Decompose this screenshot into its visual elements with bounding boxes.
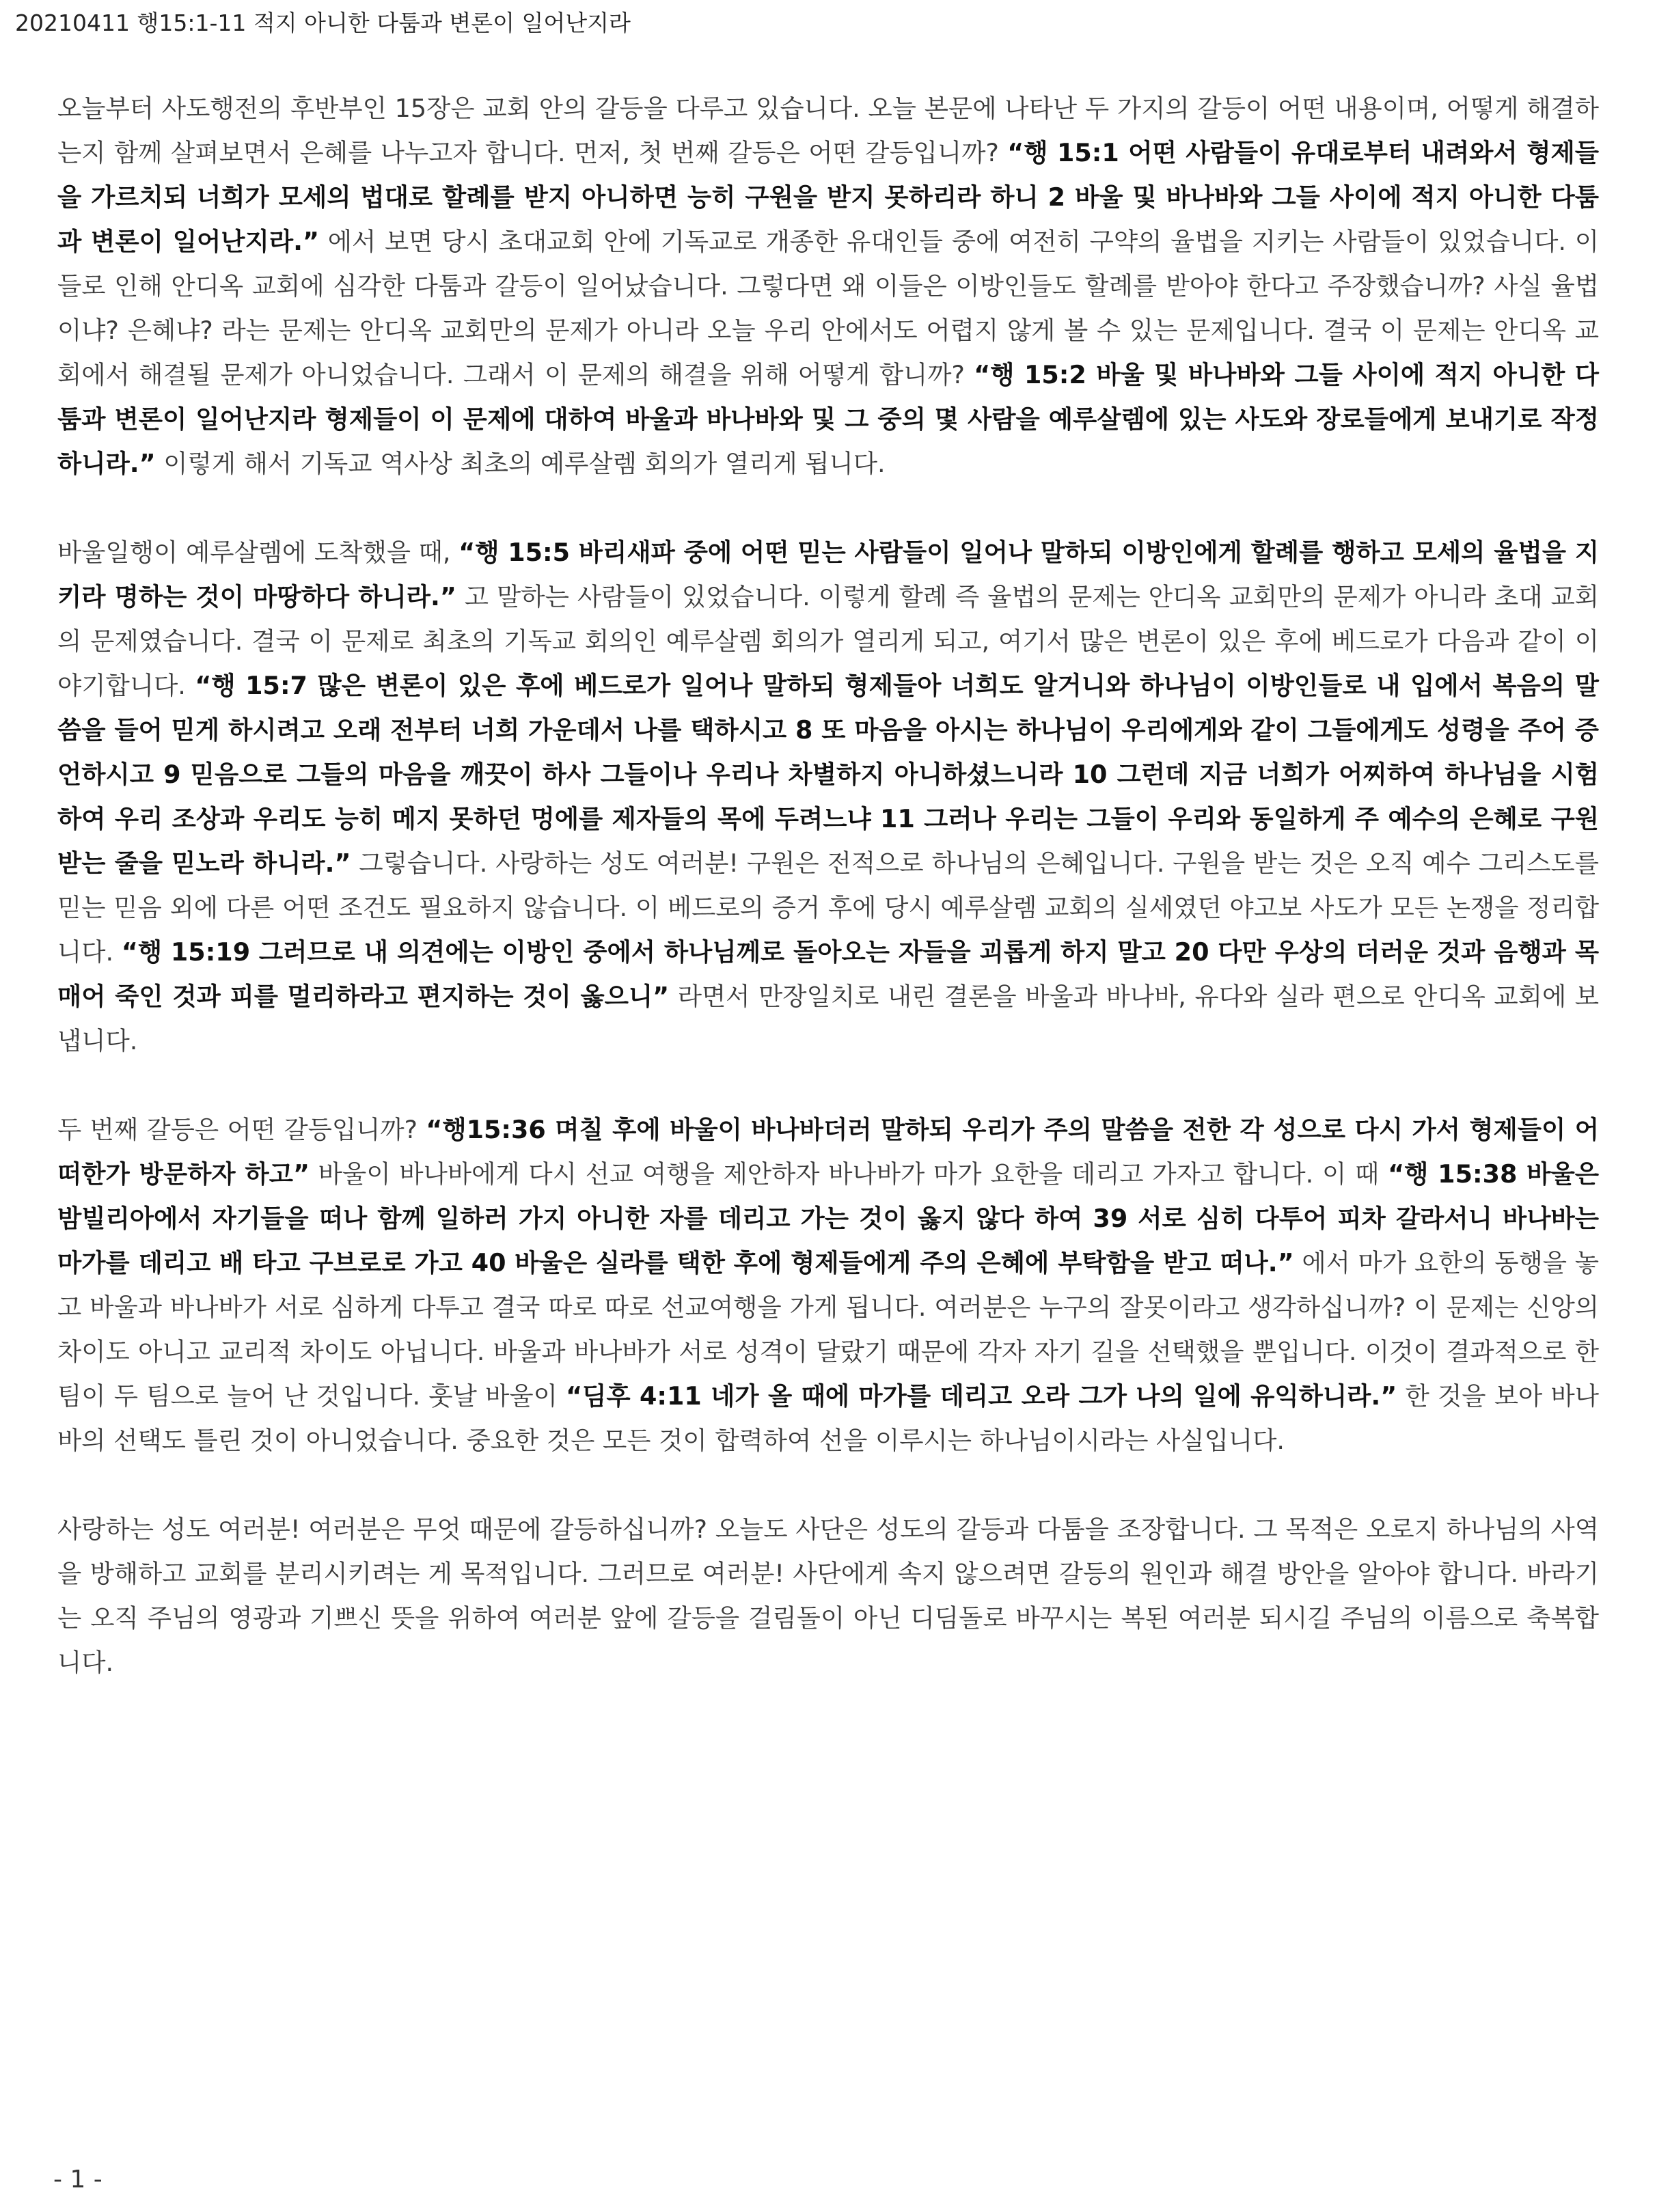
paragraph-3-text-3: 에서 마가 요한의 동행을 놓고 바울과 바나바가 서로 심하게 다투고 결국 따로 따로 선교여행을 가게 됩니다. 여러분은 누구의 잘못이라고 생각하십니까? 이 문제는 신앙의 차이도 아니고 교리적 차이도 아닙니다. 바울과 바나바가 서로 성격이 달랐기 때문에 각자 자기 길을 선택했을 뿐입니다. 이것이 결과적으로 한 팀이 두 팀으로 늘어 난 것입니다. 훗날 바울이 [57,1248,1599,1411]
paragraph-1 [57,86,1599,486]
page-number: - 1 - [53,2166,102,2194]
paragraph-2-text-4: 라면서 만장일치로 내린 결론을 바울과 바나바, 유다와 실라 편으로 안디옥 교회에 보냅니다. [57,982,1599,1055]
paragraph-1-scripture-quote-2: “행 15:2 바울 및 바나바와 그들 사이에 적지 아니한 다툼과 변론이 일어난지라 형제들이 이 문제에 대하여 바울과 바나바와 및 그 중의 몇 사람을 예루살렘에 있는 사도와 장로들에게 보내기로 작정하니라.” [57,360,1599,478]
paragraph-3-scripture-quote-2: “행 15:38 바울은 밤빌리아에서 자기들을 떠나 함께 일하러 가지 아니한 자를 데리고 가는 것이 옳지 않다 하여 39 서로 심히 다투어 피차 갈라서니 바나바는 마가를 데리고 배 타고 구브로로 가고 40 바울은 실라를 택한 후에 형제들에게 주의 은혜에 부탁함을 받고 떠나.” [57,1159,1600,1277]
paragraph-3-text-1: 두 번째 갈등은 어떤 갈등입니까? [57,1115,426,1144]
paragraph-3-scripture-quote-1: “행15:36 며칠 후에 바울이 바나바더러 말하되 우리가 주의 말씀을 전한 각 성으로 다시 가서 형제들이 어떠한가 방문하자 하고” [57,1115,1599,1189]
paragraph-2-scripture-quote-2: “행 15:7 많은 변론이 있은 후에 베드로가 일어나 말하되 형제들아 너희도 알거니와 하나님이 이방인들로 내 입에서 복음의 말씀을 들어 믿게 하시려고 오래 전부터 너희 가운데서 나를 택하시고 8 또 마음을 아시는 하나님이 우리에게와 같이 그들에게도 성령을 주어 증언하시고 9 믿음으로 그들의 마음을 깨끗이 하사 그들이나 우리나 차별하지 아니하셨느니라 10 그런데 지금 너희가 어찌하여 하나님을 시험하여 우리 조상과 우리도 능히 메지 못하던 멍에를 제자들의 목에 두려느냐 11 그러나 우리는 그들이 우리와 동일하게 주 예수의 은혜로 구원 받는 줄을 믿노라 하니라.” [57,671,1600,878]
sermon-body [57,86,1599,1685]
paragraph-3-scripture-quote-3: “딤후 4:11 네가 올 때에 마가를 데리고 오라 그가 나의 일에 유익하니라.” [566,1381,1397,1411]
paragraph-2-text-3: 그렇습니다. 사랑하는 성도 여러분! 구원은 전적으로 하나님의 은혜입니다. 구원을 받는 것은 오직 예수 그리스도를 믿는 믿음 외에 다른 어떤 조건도 필요하지 않습니다. 이 베드로의 증거 후에 당시 예루살렘 교회의 실세였던 야고보 사도가 모든 논쟁을 정리합니다. [57,848,1599,967]
paragraph-2-scripture-quote-3: “행 15:19 그러므로 내 의견에는 이방인 중에서 하나님께로 돌아오는 자들을 괴롭게 하지 말고 20 다만 우상의 더러운 것과 음행과 목매어 죽인 것과 피를 멀리하라고 편지하는 것이 옳으니” [57,937,1600,1011]
paragraph-2-text-2: 고 말하는 사람들이 있었습니다. 이렇게 할례 즉 율법의 문제는 안디옥 교회만의 문제가 아니라 초대 교회의 문제였습니다. 결국 이 문제로 최초의 기독교 회의인 예루살렘 회의가 열리게 되고, 여기서 많은 변론이 있은 후에 베드로가 다음과 같이 이야기합니다. [57,582,1600,700]
paragraph-2-scripture-quote-1: “행 15:5 바리새파 중에 어떤 믿는 사람들이 일어나 말하되 이방인에게 할례를 행하고 모세의 율법을 지키라 명하는 것이 마땅하다 하니라.” [57,538,1600,611]
paragraph-4 [57,1507,1599,1685]
paragraph-3-text-4: 한 것을 보아 바나바의 선택도 틀린 것이 아니었습니다. 중요한 것은 모든 것이 합력하여 선을 이루시는 하나님이시라는 사실입니다. [57,1381,1599,1455]
paragraph-1-text-1: 오늘부터 사도행전의 후반부인 15장은 교회 안의 갈등을 다루고 있습니다. 오늘 본문에 나타난 두 가지의 갈등이 어떤 내용이며, 어떻게 해결하는지 함께 살펴보면서 은혜를 나누고자 합니다. 먼저, 첫 번째 갈등은 어떤 갈등입니까? [57,94,1599,167]
paragraph-1-text-2: 에서 보면 당시 초대교회 안에 기독교로 개종한 유대인들 중에 여전히 구약의 율법을 지키는 사람들이 있었습니다. 이들로 인해 안디옥 교회에 심각한 다툼과 갈등이 일어났습니다. 그렇다면 왜 이들은 이방인들도 할례를 받아야 한다고 주장했습니까? 사실 율법이냐? 은혜냐? 라는 문제는 안디옥 교회만의 문제가 아니라 오늘 우리 안에서도 어렵지 않게 볼 수 있는 문제입니다. 결국 이 문제는 안디옥 교회에서 해결될 문제가 아니었습니다. 그래서 이 문제의 해결을 위해 어떻게 합니까? [57,227,1599,389]
paragraph-2 [57,530,1599,1063]
paragraph-1-scripture-quote-1: “행 15:1 어떤 사람들이 유대로부터 내려와서 형제들을 가르치되 너희가 모세의 법대로 할례를 받지 아니하면 능히 구원을 받지 못하리라 하니 2 바울 및 바나바와 그들 사이에 적지 아니한 다툼과 변론이 일어난지라.” [57,138,1599,256]
paragraph-3-text-2: 바울이 바나바에게 다시 선교 여행을 제안하자 바나바가 마가 요한을 데리고 가자고 합니다. 이 때 [310,1159,1388,1189]
document-title: 20210411 행15:1-11 적지 아니한 다툼과 변론이 일어난지라 [15,10,631,36]
paragraph-2-text-1: 바울일행이 예루살렘에 도착했을 때, [57,538,459,567]
paragraph-3 [57,1107,1599,1463]
paragraph-4-text-1: 사랑하는 성도 여러분! 여러분은 무엇 때문에 갈등하십니까? 오늘도 사단은 성도의 갈등과 다툼을 조장합니다. 그 목적은 오로지 하나님의 사역을 방해하고 교회를 분리시키려는 게 목적입니다. 그러므로 여러분! 사단에게 속지 않으려면 갈등의 원인과 해결 방안을 알아야 합니다. 바라기는 오직 주님의 영광과 기쁘신 뜻을 위하여 여러분 앞에 갈등을 걸림돌이 아닌 디딤돌로 바꾸시는 복된 여러분 되시길 주님의 이름으로 축복합니다. [57,1515,1599,1677]
paragraph-1-text-3: 이렇게 해서 기독교 역사상 최초의 예루살렘 회의가 열리게 됩니다. [155,449,886,478]
